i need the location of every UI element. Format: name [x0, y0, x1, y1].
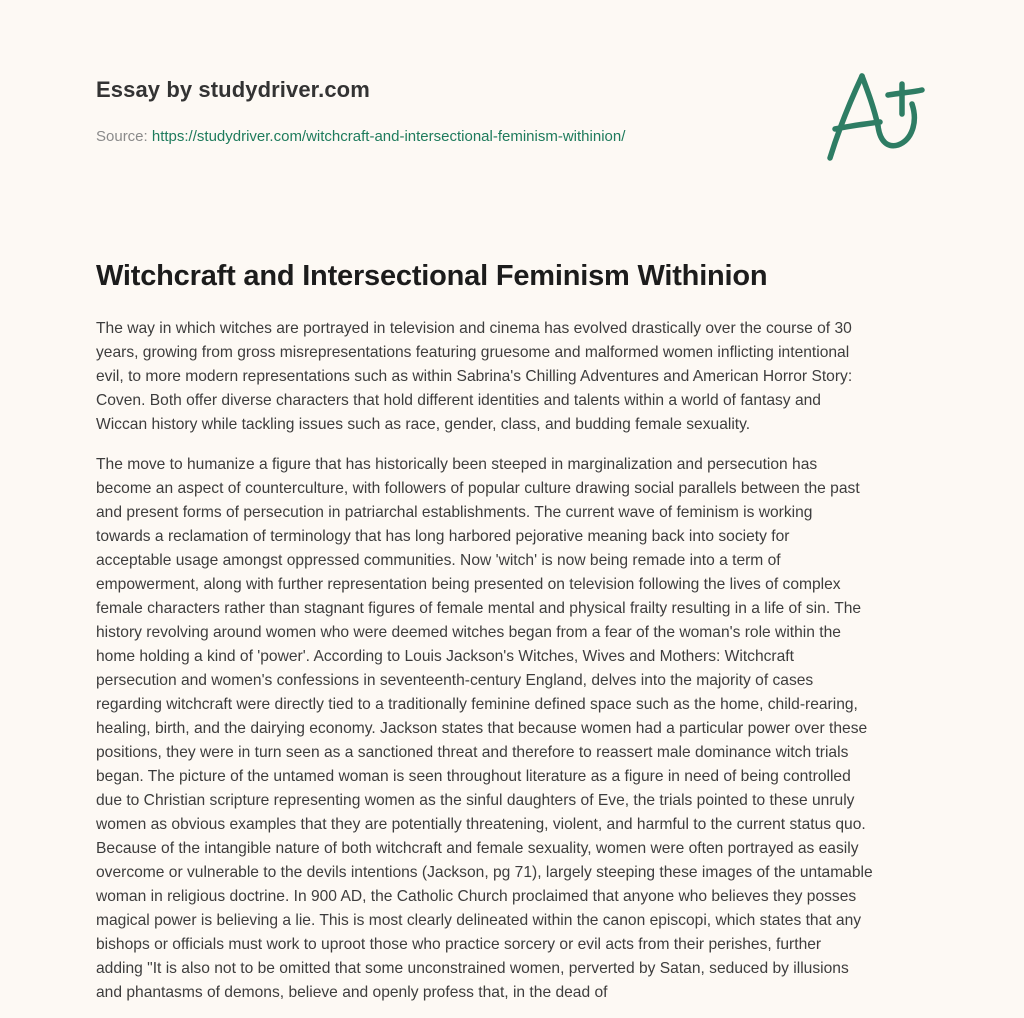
page-header — [96, 75, 936, 147]
paragraph-line: towards a reclamation of terminology that has long harbored pejorative meaning back into society for — [96, 528, 790, 545]
paragraph-line: persecution and women's confessions in seventeenth-century England, delves into the majority of cases — [96, 672, 814, 689]
essay-paragraph — [96, 317, 934, 437]
paragraph-line: began. The picture of the untamed woman is seen throughout literature as a figure in need of being controlled — [96, 768, 851, 785]
paragraph-line: home holding a kind of 'power'. According to Louis Jackson's Witches, Wives and Mothers: Witchcraft — [96, 648, 794, 665]
source-line — [96, 127, 936, 147]
essay-content — [96, 256, 934, 1005]
paragraph-line: healing, birth, and the dairying economy. Jackson states that because women had a particular power over these — [96, 720, 868, 737]
source-link[interactable]: https://studydriver.com/witchcraft-and-intersectional-feminism-withinion/ — [151, 128, 626, 145]
paragraph-line: Because of the intangible nature of both witchcraft and female sexuality, women were often portrayed as easily — [96, 840, 859, 857]
paragraph-line: and present forms of persecution in patriarchal establishments. The current wave of feminism is working — [96, 504, 813, 521]
paragraph-line: empowerment, along with further representation being presented on television following the lives of complex — [96, 576, 841, 593]
paragraph-line: bishops or officials must work to uproot those who practice sorcery or evil acts from their perishes, further — [96, 936, 822, 953]
paragraph-line: regarding witchcraft were directly tied to a traditionally feminine defined space such as the home, child-rearing, — [96, 696, 858, 713]
paragraph-line: and phantasms of demons, believe and openly profess that, in the dead of — [96, 984, 608, 1001]
site-title: Essay by studydriver.com — [96, 77, 370, 102]
paragraph-line: due to Christian scripture representing women as the sinful daughters of Eve, the trials pointed to these unruly — [96, 792, 855, 809]
essay-paragraph — [96, 453, 934, 1005]
essay-title: Witchcraft and Intersectional Feminism Withinion — [96, 260, 768, 292]
paragraph-line: evil, to more modern representations such as within Sabrina's Chilling Adventures and American Horror Story: — [96, 368, 853, 385]
paragraph-line: acceptable usage amongst oppressed communities. Now 'witch' is now being remade into a term of — [96, 552, 781, 569]
paragraph-line: female characters rather than stagnant figures of female mental and physical frailty resulting in a life of sin. The — [96, 600, 862, 617]
paragraph-line: The move to humanize a figure that has historically been steeped in marginalization and persecution has — [96, 456, 818, 473]
paragraph-line: women as obvious examples that they are potentially threatening, violent, and harmful to the current status quo. — [96, 816, 866, 833]
paragraph-line: magical power is believing a lie. This is most clearly delineated within the canon episcopi, which states that any — [96, 912, 862, 929]
paragraph-line: become an aspect of counterculture, with followers of popular culture drawing social parallels between the past — [96, 480, 860, 497]
paragraph-line: positions, they were in turn seen as a sanctioned threat and therefore to reassert male dominance witch trials — [96, 744, 849, 761]
paragraph-line: Wiccan history while tackling issues such as race, gender, class, and budding female sexuality. — [96, 416, 751, 433]
paragraph-line: overcome or vulnerable to the devils intentions (Jackson, pg 71), largely steeping these images of the untamable — [96, 864, 873, 881]
paragraph-line: history revolving around women who were deemed witches began from a fear of the woman's role within the — [96, 624, 841, 641]
paragraph-line: years, growing from gross misrepresentations featuring gruesome and malformed women inflicting intentional — [96, 344, 850, 361]
a-plus-grade-icon — [822, 40, 932, 165]
paragraph-line: The way in which witches are portrayed in television and cinema has evolved drastically over the course of 30 — [96, 320, 852, 337]
source-label: Source: — [96, 128, 148, 145]
paragraph-line: woman in religious doctrine. In 900 AD, the Catholic Church proclaimed that anyone who believes they posses — [96, 888, 857, 905]
paragraph-line: Coven. Both offer diverse characters that hold different identities and talents within a world of fantasy and — [96, 392, 821, 409]
paragraph-line: adding "It is also not to be omitted that some unconstrained women, perverted by Satan, seduced by illusions — [96, 960, 849, 977]
